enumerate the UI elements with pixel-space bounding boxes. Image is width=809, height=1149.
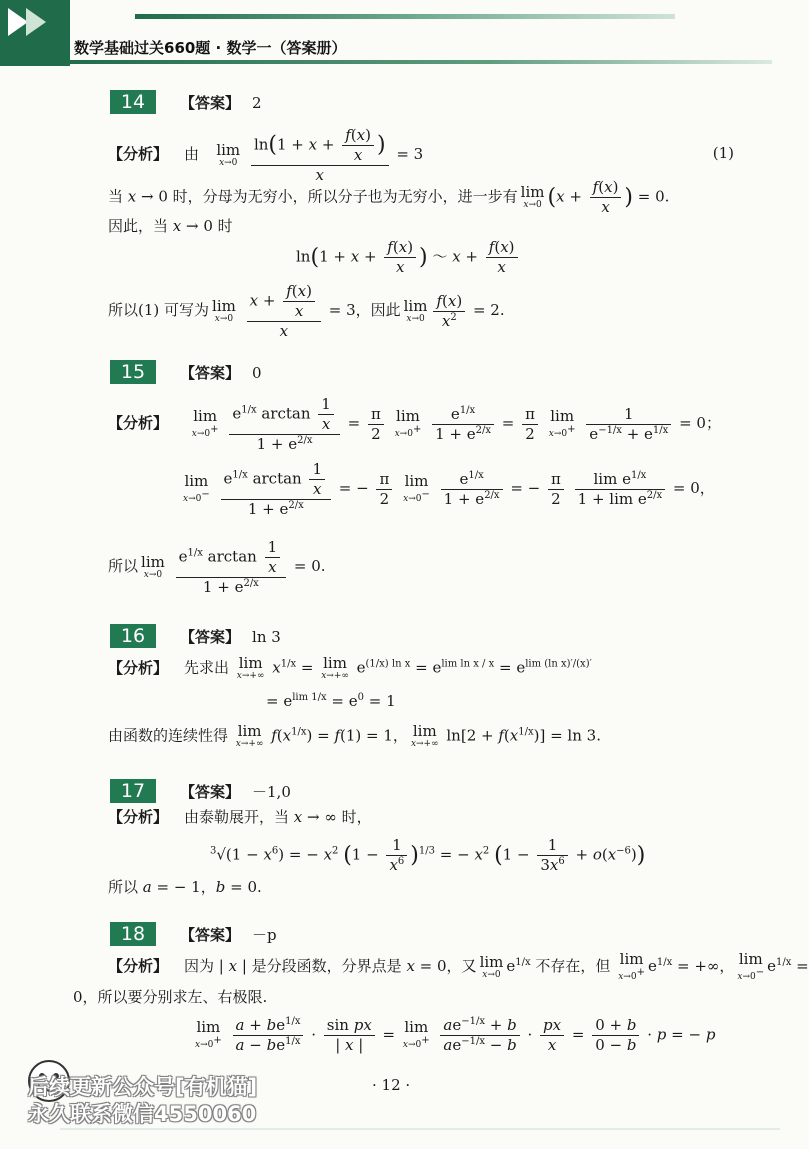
header-title: 数学基础过关660题 · 数学一（答案册） [74, 39, 347, 57]
watermark-line1: 后续更新公众号[有机猫] [28, 1075, 258, 1099]
watermark-line2: 永久联系微信4550060 [28, 1102, 257, 1126]
answer-label: 【答案】 [180, 926, 241, 944]
analysis-14-line5: 所以(1) 可写为 lim x→0 x + $\frac{f(x)}{x}$ x = 3，因此 lim x→0 $\frac{f(x)}{x^2}$ = 2. [108, 282, 505, 340]
analysis-label: 【分析】 [108, 957, 169, 975]
answer-label: 【答案】 [180, 94, 241, 112]
problem-number: 14 [110, 90, 156, 114]
answer-value: 2 [252, 94, 262, 112]
answer-value: －1,0 [252, 783, 291, 801]
analysis-15-line3: 所以 lim x→0 $e^{1/x}$ arctan $\frac{1}{x}$ $1 + e^{2/x}$ = 0. [108, 538, 326, 596]
analysis-17-line1: 【分析】 由泰勒展开，当 x → ∞ 时， [108, 808, 372, 826]
analysis-16-line2: = $e^{lim 1/x} = e^0 = 1$ [266, 692, 396, 710]
analysis-label: 【分析】 [108, 414, 169, 433]
bottom-rule [60, 1128, 780, 1130]
analysis-label: 【分析】 [108, 658, 169, 677]
page-number: · 12 · [372, 1076, 411, 1094]
equation-number: (1) [712, 144, 734, 162]
answer-line [180, 924, 277, 945]
problem-number: 18 [110, 922, 156, 946]
analysis-14-line1: 【分析】 由 lim x→0 ln(1 + x + $\frac{f(x)}{x}$ ) x = 3 [108, 126, 424, 184]
analysis-label: 【分析】 [108, 145, 169, 164]
answer-label: 【答案】 [180, 628, 241, 646]
analysis-17-line2: $^3√(1 - x^6)$ = − $x^2$ (1 − $\frac{1}{x^6}$ )$^{1/3}$ = − $x^2$ (1 − $\frac{1}{3x^6}$ + $o(x^{-6})$) [210, 836, 646, 874]
answer-value: ln 3 [252, 628, 281, 646]
analysis-18-line3: lim x→0+ $\frac{a + be^{1/x}}{a - be^{1/x}}$ · $\frac{\text{sin px}}{| x |}$ = lim x→0+ $\frac{ae^{-1/x} + b}{ae^{-1/x} - b}$ · $\frac{px}{x}$ = $\frac{0 + b}{0 - b}$ · p = − p [195, 1016, 716, 1054]
analysis-16-line3: 由函数的连续性得 lim x→+∞ $f(x^{1/x}) = f(1) = 1$， lim x→+∞ $\ln[2 + f(x^{1/x})] = \ln 3$. [108, 722, 601, 749]
header-underline [62, 60, 772, 64]
answer-value: －p [252, 926, 277, 944]
play-arrow-icon [8, 8, 28, 36]
analysis-15-line1: 【分析】 lim x→0+ $e^{1/x}$ arctan $\frac{1}{x}$ $1 + e^{2/x}$ = $\frac{\pi}{2}$ lim x→0+ $\frac{e^{1/x}}{1 + e^{2/x}}$ = $\frac{\pi}{2}$ lim x→0+ $\frac{1}{e^{-1/x} + e^{1/x}}$ = 0； [108, 395, 721, 453]
watermark [28, 1074, 257, 1128]
answer-label: 【答案】 [180, 364, 241, 382]
header-top-bar [135, 14, 675, 19]
problem-number: 15 [110, 360, 156, 384]
play-arrow-icon [26, 8, 46, 36]
answer-line [180, 362, 262, 383]
analysis-17-line3: 所以 a = − 1，b = 0. [108, 878, 262, 896]
analysis-18-line1: 【分析】 因为 | x | 是分段函数，分界点是 x = 0，又 lim x→0 $e^{1/x}$ 不存在，但 lim x→0+ $e^{1/x}$ = +∞， lim x→0− $e^{1/x}$ = [108, 950, 809, 982]
answer-value: 0 [252, 364, 262, 382]
problem-number: 16 [110, 624, 156, 648]
analysis-14-line4: ln(1 + x + $\frac{f(x)}{x}$ ) ～ x + $\frac{f(x)}{x}$ [296, 238, 521, 277]
analysis-label: 【分析】 [108, 808, 169, 826]
analysis-15-line2: lim x→0− $e^{1/x}$ arctan $\frac{1}{x}$ $1 + e^{2/x}$ = − $\frac{\pi}{2}$ lim x→0− $\frac{e^{1/x}}{1 + e^{2/x}}$ = − $\frac{\pi}{2}$ $\frac{\lim e^{1/x}}{1 + \lim e^{2/x}}$ = 0， [183, 460, 715, 518]
analysis-14-line3: 因此，当 x → 0 时 [108, 217, 233, 235]
page-header [0, 0, 800, 70]
analysis-18-line2: 0，所以要分别求左、右极限. [73, 988, 268, 1006]
problem-number: 17 [110, 779, 156, 803]
answer-line [180, 626, 281, 647]
answer-line [180, 781, 291, 802]
answer-label: 【答案】 [180, 783, 241, 801]
analysis-16-line1: 【分析】 先求出 lim x→+∞ $x^{1/x} = \lim$ x→+∞ $e^{(1/x) ln x} = e^{lim ln x / x} = e^{lim (ln x)'/(x)'}$ [108, 654, 592, 681]
answer-line [180, 92, 262, 113]
analysis-14-line2: 当 x → 0 时，分母为无穷小，所以分子也为无穷小，进一步有 lim x→0 (x + $\frac{f(x)}{x}$ ) = 0. [108, 178, 670, 216]
